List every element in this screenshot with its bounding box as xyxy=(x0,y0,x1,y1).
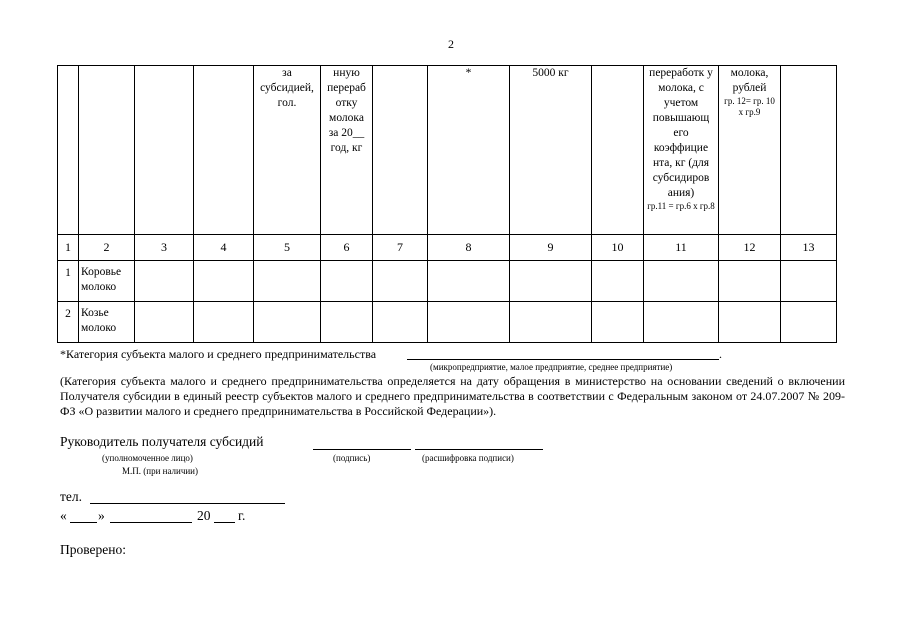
phone-label: тел. xyxy=(60,489,83,504)
header-row xyxy=(58,66,837,235)
header-cell-11-text: переработк у молока, с учетом повышающ его коэффицие нта, кг (для субсидиров ания) xyxy=(649,67,713,199)
header-cell-9: 5000 кг xyxy=(510,66,592,235)
row-name: Коровье молоко xyxy=(79,261,135,302)
date-close-quote: » xyxy=(98,508,105,523)
phone-line xyxy=(90,503,285,504)
header-cell-11 xyxy=(644,66,719,235)
signature-subtitle: (уполномоченное лицо) xyxy=(102,453,193,463)
page-number: 2 xyxy=(448,37,454,51)
date-open-quote: « xyxy=(60,508,67,523)
decode-line xyxy=(415,449,543,450)
date-year-line xyxy=(214,522,235,523)
table-row xyxy=(58,261,837,302)
col-num-5: 5 xyxy=(254,235,321,261)
sign-hint: (подпись) xyxy=(333,453,371,463)
signature-line xyxy=(313,449,411,450)
column-number-row xyxy=(58,235,837,261)
col-num-8: 8 xyxy=(428,235,510,261)
col-num-11: 11 xyxy=(644,235,719,261)
col-num-3: 3 xyxy=(135,235,194,261)
header-cell-8: * xyxy=(428,66,510,235)
row-number: 1 xyxy=(58,261,79,302)
col-num-6: 6 xyxy=(321,235,373,261)
col-num-10: 10 xyxy=(592,235,644,261)
date-year-prefix: 20 xyxy=(197,508,211,523)
footnote-hint: (микропредприятие, малое предприятие, среднее предприятие) xyxy=(430,362,673,372)
col-num-4: 4 xyxy=(194,235,254,261)
col-num-12: 12 xyxy=(719,235,781,261)
header-cell-12-formula: гр. 12= гр. 10 х гр.9 xyxy=(724,96,775,117)
header-cell-11-formula: гр.11 = гр.6 х гр.8 xyxy=(647,201,715,211)
footnote-text: *Категория субъекта малого и среднего предпринимательства xyxy=(60,347,377,361)
row-name: Козье молоко xyxy=(79,302,135,343)
subsidy-table xyxy=(57,65,837,343)
date-month-line xyxy=(110,522,192,523)
footnote-line xyxy=(407,359,719,360)
checked-label: Проверено: xyxy=(60,542,127,557)
col-num-2: 2 xyxy=(79,235,135,261)
header-cell-5: за субсидией, гол. xyxy=(254,66,321,235)
col-num-7: 7 xyxy=(373,235,428,261)
col-num-13: 13 xyxy=(781,235,837,261)
col-num-1: 1 xyxy=(58,235,79,261)
stamp-label: М.П. (при наличии) xyxy=(122,466,198,476)
footnote-end: . xyxy=(719,347,722,361)
category-note: (Категория субъекта малого и среднего предпринимательства определяется на дату обращения в министерство на основании сведений о включении Получателя субсидии в единый реестр субъектов малого и среднего предпринимательства в соответствии с Федеральным законом от 24.07.2007 № 209-ФЗ «О развитии малого и среднего предпринимательства в Российской Федерации»). xyxy=(60,374,845,418)
col-num-9: 9 xyxy=(510,235,592,261)
date-day-line xyxy=(70,522,97,523)
header-cell-12 xyxy=(719,66,781,235)
signature-title: Руководитель получателя субсидий xyxy=(60,434,264,449)
header-cell-12-text: молока, рублей xyxy=(730,67,769,94)
table-row xyxy=(58,302,837,343)
date-suffix: г. xyxy=(238,508,246,523)
header-cell-6: нную перераб отку молока за 20__ год, кг xyxy=(321,66,373,235)
row-number: 2 xyxy=(58,302,79,343)
decode-hint: (расшифровка подписи) xyxy=(422,453,514,463)
